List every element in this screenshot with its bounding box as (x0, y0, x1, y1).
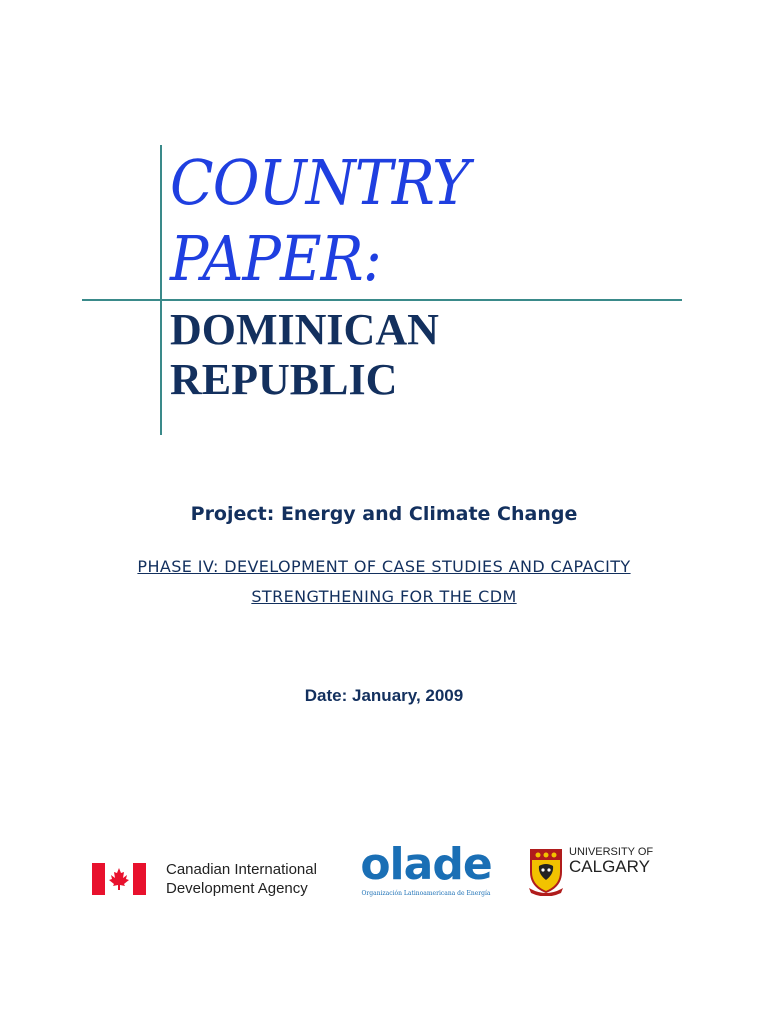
calgary-name (569, 846, 653, 875)
title-line-1: COUNTRY (170, 146, 469, 219)
document-title (170, 146, 495, 295)
university-crest-icon (527, 846, 565, 900)
document-date: Date: January, 2009 (304, 686, 464, 705)
phase-line-2: STRENGTHENING FOR THE CDM (251, 587, 517, 606)
cida-name (166, 860, 317, 898)
calgary-line-2: CALGARY (569, 857, 650, 876)
vertical-rule (160, 145, 162, 435)
phase-heading (0, 552, 768, 612)
olade-logo (356, 839, 496, 897)
calgary-line-1: UNIVERSITY OF (569, 846, 654, 858)
calgary-logo (527, 846, 653, 900)
title-line-2: PAPER: (170, 222, 382, 295)
cida-line-1: Canadian International (166, 861, 317, 878)
canada-flag-icon (92, 863, 146, 895)
horizontal-rule (82, 299, 682, 301)
country-line-1: DOMINICAN (170, 305, 439, 354)
cida-line-2: Development Agency (166, 880, 308, 897)
country-title (170, 305, 439, 405)
olade-subtitle: Organización Latinoamericana de Energía (361, 890, 491, 897)
phase-line-1: PHASE IV: DEVELOPMENT OF CASE STUDIES AND CAPACITY (137, 557, 631, 576)
country-line-2: REPUBLIC (170, 355, 398, 404)
cida-logo (92, 860, 317, 898)
project-heading: Project: Energy and Climate Change (190, 503, 578, 525)
olade-wordmark: olade (360, 839, 492, 890)
